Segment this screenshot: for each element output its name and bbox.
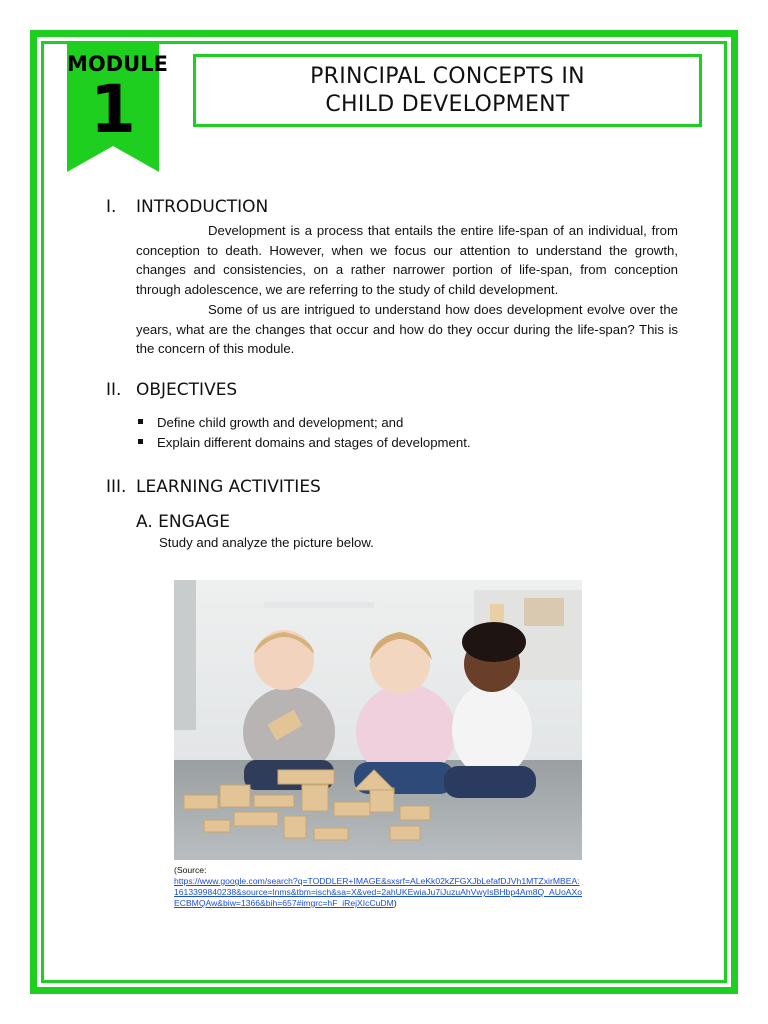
source-close: ): [393, 898, 397, 908]
learning-activities-heading: [106, 477, 321, 497]
page-title: [193, 54, 702, 127]
section-heading-text: INTRODUCTION: [136, 197, 269, 217]
introduction-heading: [106, 197, 268, 217]
section-heading-text: LEARNING ACTIVITIES: [136, 477, 321, 497]
engage-heading: A. ENGAGE: [136, 512, 231, 532]
title-line-1: PRINCIPAL CONCEPTS IN: [310, 63, 585, 89]
section-numeral: I.: [106, 197, 117, 217]
toddlers-playing-with-blocks-photo: [174, 580, 582, 860]
image-source-citation: [174, 865, 584, 909]
section-numeral: III.: [106, 477, 127, 497]
bullet-square-icon: [138, 439, 143, 444]
title-line-2: CHILD DEVELOPMENT: [325, 91, 570, 117]
introduction-paragraph-1: Development is a process that entails the entire life-span of an individual, from conception to death. However, when we focus our attention to understand the growth, changes and consistencies, on a rather narrower portion of life-span, from conception through adolescence, we are referring to the study of child development.: [136, 223, 678, 297]
engage-instruction: Study and analyze the picture below.: [159, 535, 374, 550]
source-label: (Source:: [174, 865, 207, 875]
list-item: Define child growth and development; and: [138, 413, 403, 432]
source-link[interactable]: https://www.google.com/search?q=TODDLER+IMAGE&sxsrf=ALeKk02kZFGXJbLefafDJVh1MTZxirMBEA:1613399840238&source=lnms&tbm=isch&sa=X&ved=2ahUKEwiaJu7iJuzuAhVwyIsBHbp4Am8Q_AUoAXoECBMQAw&biw=1366&bih=657#imgrc=hF_iRejXIcCuDM: [174, 876, 582, 908]
introduction-paragraph-2: Some of us are intrigued to understand how does development evolve over the years, what are the changes that occur and how do they occur during the life-span? This is the concern of this module.: [136, 302, 678, 357]
module-number: 1: [90, 71, 136, 148]
section-numeral: II.: [106, 380, 122, 400]
module-label: MODULE: [67, 52, 168, 76]
objectives-heading: [106, 380, 237, 400]
bullet-square-icon: [138, 419, 143, 424]
list-item: Explain different domains and stages of development.: [138, 433, 471, 452]
section-heading-text: OBJECTIVES: [136, 380, 238, 400]
